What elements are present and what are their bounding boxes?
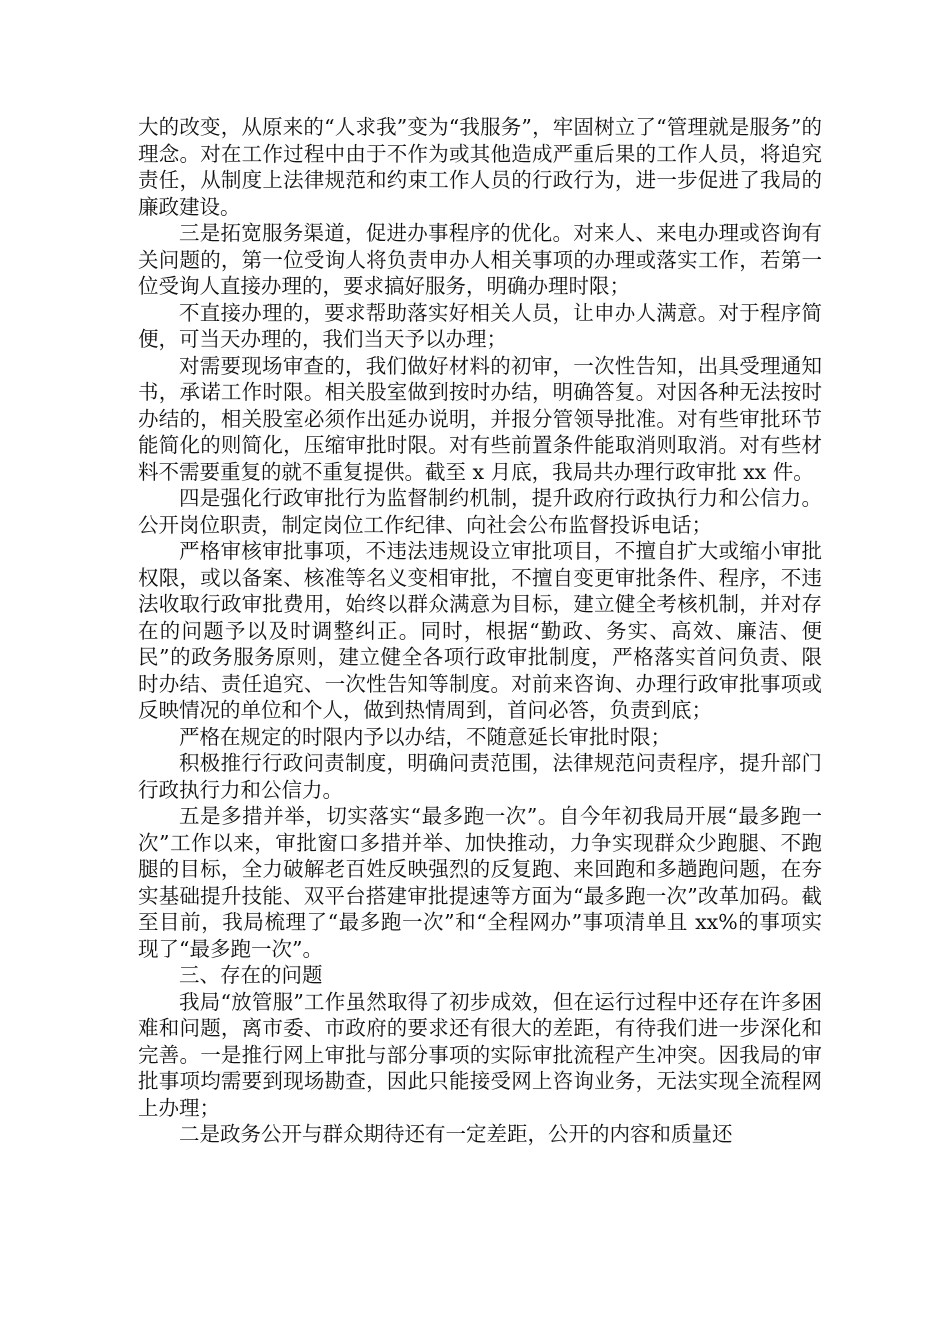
paragraph-5: 四是强化行政审批行为监督制约机制，提升政府行政执行力和公信力。公开岗位职责，制定岗位工作纪律、向社会公布监督投诉电话； bbox=[138, 486, 822, 537]
paragraph-3: 不直接办理的，要求帮助落实好相关人员，让申办人满意。对于程序简便，可当天办理的，我们当天予以办理； bbox=[138, 300, 822, 351]
paragraph-12: 二是政务公开与群众期待还有一定差距，公开的内容和质量还 bbox=[179, 1122, 733, 1146]
document-body bbox=[138, 114, 822, 1148]
paragraph-1: 大的改变，从原来的“人求我”变为“我服务”，牢固树立了“管理就是服务”的理念。对在工作过程中由于不作为或其他造成严重后果的工作人员，将追究责任，从制度上法律规范和约束工作人员的行政行为，进一步促进了我局的廉政建设。 bbox=[138, 115, 822, 219]
paragraph-8: 积极推行行政问责制度，明确问责范围，法律规范问责程序，提升部门行政执行力和公信力。 bbox=[138, 751, 822, 802]
paragraph-6: 严格审核审批事项，不违法违规设立审批项目，不擅自扩大或缩小审批权限，或以备案、核准等名义变相审批，不擅自变更审批条件、程序，不违法收取行政审批费用，始终以群众满意为目标，建立健全考核机制，并对存在的问题予以及时调整纠正。同时，根据“勤政、务实、高效、廉洁、便民”的政务服务原则，建立健全各项行政审批制度，严格落实首问负责、限时办结、责任追究、一次性告知等制度。对前来咨询、办理行政审批事项或反映情况的单位和个人，做到热情周到，首问必答，负责到底； bbox=[138, 539, 822, 722]
paragraph-11: 我局“放管服”工作虽然取得了初步成效，但在运行过程中还存在许多困难和问题，离市委、市政府的要求还有很大的差距，有待我们进一步深化和完善。一是推行网上审批与部分事项的实际审批流程产生冲突。因我局的审批事项均需要到现场勘查，因此只能接受网上咨询业务，无法实现全流程网上办理； bbox=[138, 989, 822, 1120]
paragraph-7: 严格在规定的时限内予以办结，不随意延长审批时限； bbox=[179, 724, 671, 749]
paragraph-2: 三是拓宽服务渠道，促进办事程序的优化。对来人、来电办理或咨询有关问题的，第一位受询人将负责申办人相关事项的办理或落实工作，若第一位受询人直接办理的，要求搞好服务，明确办理时限； bbox=[138, 221, 822, 298]
paragraph-9: 五是多措并举，切实落实“最多跑一次”。自今年初我局开展“最多跑一次”工作以来，审批窗口多措并举、加快推动，力争实现群众少跑腿、不跑腿的目标，全力破解老百姓反映强烈的反复跑、来回跑和多趟跑问题，在夯实基础提升技能、双平台搭建审批提速等方面为“最多跑一次”改革加码。截至目前，我局梳理了“最多跑一次”和“全程网办”事项清单且 xx%的事项实现了“最多跑一次”。 bbox=[138, 804, 822, 961]
paragraph-4: 对需要现场审查的，我们做好材料的初审，一次性告知，出具受理通知书，承诺工作时限。相关股室做到按时办结，明确答复。对因各种无法按时办结的，相关股室必须作出延办说明，并报分管领导批准。对有些审批环节能简化的则简化，压缩审批时限。对有些前置条件能取消则取消。对有些材料不需要重复的就不重复提供。截至 x 月底，我局共办理行政审批 xx 件。 bbox=[138, 353, 822, 484]
section-heading: 三、存在的问题 bbox=[179, 963, 323, 987]
